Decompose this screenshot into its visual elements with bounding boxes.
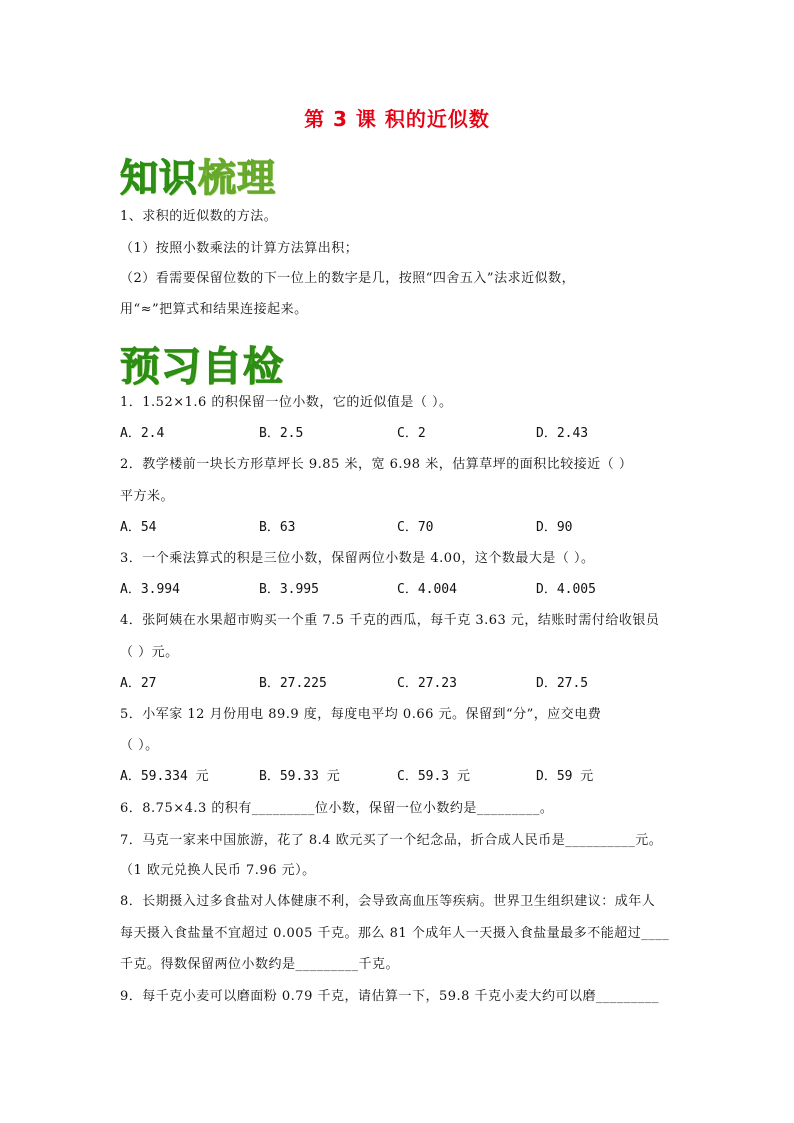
- q3-option-a: A．3.994: [120, 582, 180, 597]
- q5-option-b: B．59.33 元: [259, 769, 340, 784]
- question-3: 3．一个乘法算式的积是三位小数，保留两位小数是 4.00，这个数最大是（ ）。: [120, 551, 595, 566]
- question-2-cont: 平方米。: [120, 489, 175, 504]
- knowledge-line-4: 用“≈”把算式和结果连接起来。: [120, 302, 308, 317]
- q2-option-c: C．70: [397, 520, 434, 535]
- knowledge-line-2: （1）按照小数乘法的计算方法算出积；: [120, 241, 359, 256]
- q2-option-a: A．54: [120, 520, 157, 535]
- q5-option-a: A．59.334 元: [120, 769, 209, 784]
- question-6: 6．8.75×4.3 的积有_________位小数，保留一位小数约是_________。: [120, 801, 554, 816]
- q1-option-b: B．2.5: [259, 426, 304, 441]
- preview-banner: 预习自检: [120, 344, 284, 390]
- question-7-cont: （1 欧元兑换人民币 7.96 元）。: [120, 863, 316, 878]
- q3-option-d: D．4.005: [536, 582, 596, 597]
- knowledge-banner-part1: 知识: [120, 156, 199, 200]
- question-8-cont2: 千克。得数保留两位小数约是_________千克。: [120, 957, 400, 972]
- question-4: 4．张阿姨在水果超市购买一个重 7.5 千克的西瓜，每千克 3.63 元，结账时需付给收银员: [120, 613, 660, 628]
- question-4-cont: （ ）元。: [120, 645, 179, 660]
- q4-option-c: C．27.23: [397, 676, 457, 691]
- q2-option-d: D．90: [536, 520, 573, 535]
- question-8-cont: 每天摄入食盐量不宜超过 0.005 千克。那么 81 个成年人一天摄入食盐量最多不能超过____: [120, 926, 670, 941]
- q5-option-c: C．59.3 元: [397, 769, 470, 784]
- question-8: 8．长期摄入过多食盐对人体健康不利，会导致高血压等疾病。世界卫生组织建议：成年人: [120, 894, 656, 909]
- knowledge-line-1: 1、求积的近似数的方法。: [120, 209, 278, 224]
- q5-option-d: D．59 元: [536, 769, 594, 784]
- q4-option-d: D．27.5: [536, 676, 589, 691]
- q4-option-a: A．27: [120, 676, 157, 691]
- question-7: 7．马克一家来中国旅游，花了 8.4 欧元买了一个纪念品，折合成人民币是__________元。: [120, 833, 663, 848]
- q1-option-a: A．2.4: [120, 426, 165, 441]
- page-title: 第 3 课 积的近似数: [304, 107, 490, 131]
- question-1: 1．1.52×1.6 的积保留一位小数，它的近似值是（ ）。: [120, 395, 453, 410]
- question-2: 2．教学楼前一块长方形草坪长 9.85 米，宽 6.98 米，估算草坪的面积比较接近（ ）: [120, 457, 633, 472]
- knowledge-banner: [120, 147, 276, 202]
- question-9: 9．每千克小麦可以磨面粉 0.79 千克，请估算一下，59.8 千克小麦大约可以磨_________: [120, 989, 660, 1004]
- question-5: 5．小军家 12 月份用电 89.9 度，每度电平均 0.66 元。保留到“分”，应交电费: [120, 707, 602, 722]
- q1-option-c: C．2: [397, 426, 426, 441]
- question-5-cont: （ ）。: [120, 738, 159, 753]
- q2-option-b: B．63: [259, 520, 296, 535]
- q3-option-b: B．3.995: [259, 582, 319, 597]
- q1-option-d: D．2.43: [536, 426, 589, 441]
- knowledge-banner-part2: 梳理: [198, 156, 277, 200]
- knowledge-line-3: （2）看需要保留位数的下一位上的数字是几，按照“四舍五入”法求近似数，: [120, 271, 576, 286]
- q4-option-b: B．27.225: [259, 676, 327, 691]
- q3-option-c: C．4.004: [397, 582, 457, 597]
